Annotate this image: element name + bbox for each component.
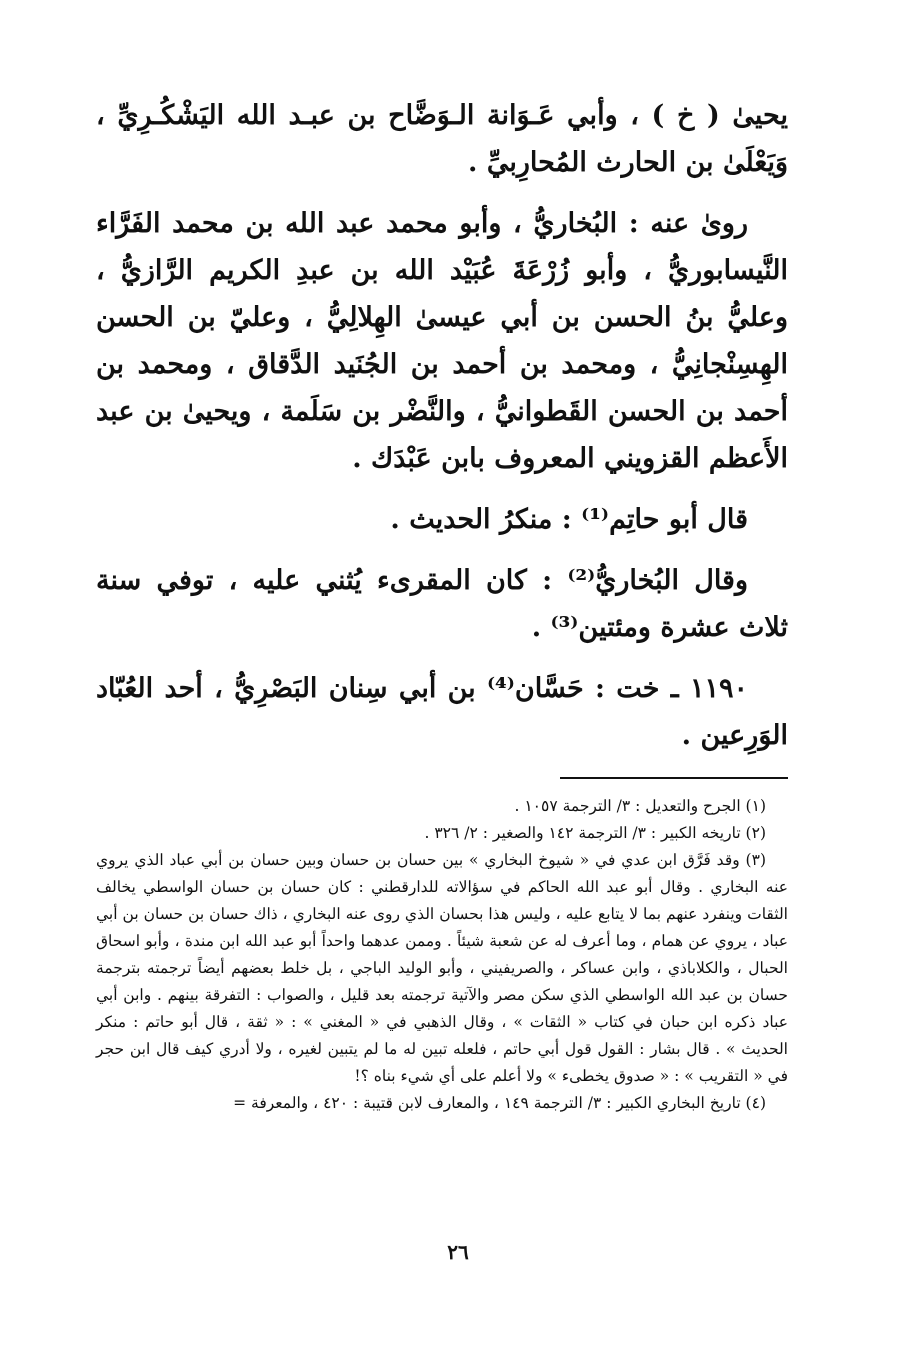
entry-1190: ١١٩٠ ـ خت : حَسَّان⁽⁴⁾ بن أبي سِنان البَصْرِيُّ ، أحد العُبّاد الوَرِعين .: [96, 673, 788, 751]
footnote-1: (١) الجرح والتعديل : ٣/ الترجمة ١٠٥٧ .: [514, 797, 766, 815]
paragraph-narrators: رویٰ عنه : البُخاريُّ ، وأبو محمد عبد الله بن محمد الفَرَّاء النَّيسابوريُّ ، وأبو زُرْعَةَ عُبَيْد الله بن عبدِ الكريم الرَّازيُّ ، وعليُّ بنُ الحسن بن أبي عيسىٰ الهِلالِيُّ ، وعليّ بن الحسن الهِسِنْجانِيُّ ، ومحمد بن أحمد بن الجُنَيد الدَّقاق ، ومحمد بن أحمد بن الحسن القَطوانيُّ ، والنَّضْر بن سَلَمة ، ويحيىٰ بن عبد الأَعظم القزويني المعروف بابن عَبْدَك .: [96, 208, 788, 474]
footnotes: [96, 793, 788, 1117]
paragraph-bukhari: وقال البُخاريُّ⁽²⁾ : كان المقرىء يُثني عليه ، توفي سنة ثلاث عشرة ومئتين⁽³⁾ .: [96, 565, 788, 643]
footnote-3: (٣) وقد فَرَّق ابن عدي في « شيوخ البخاري » بين حسان بن حسان وبين حسان بن أبي عباد الذي يروي عنه البخاري . وقال أبو عبد الله الحاكم في سؤالاته للدارقطني : كان حسان بن حسان الواسطي يخالف الثقات وينفرد عنهم بما لا يتابع عليه ، وليس هذا بحسان الذي روى عنه البخاري ، ذاك حسان بن حسان بن أبي عباد ، يروي عن همام ، وما أعرف له عن شعبة شيئاً . وممن عدهما واحداً أبو عبد الله ابن مندة ، وأبو اسحاق الحبال ، والكلاباذي ، وابن عساكر ، والصريفيني ، وأبو الوليد الباجي ، بل خلط بعضهم أيضاً ترجمته بترجمة حسان بن عبد الله الواسطي الذي سكن مصر والآتية ترجمته بعد قليل ، والصواب : التفرقة بينهم . وابن أبي عباد ذكره ابن حبان في كتاب « الثقات » ، وقال الذهبي في « المغني » : « ثقة ، قال أبو حاتم : منكر الحديث » . قال بشار : القول قول أبي حاتم ، فلعله تبين له ما لم يتبين لغيره ، ولا أدري كيف قال ابن حجر في « التقريب » : « صدوق يخطىء » ولا أعلم على أي شيء بناه ؟!: [96, 851, 788, 1085]
footnote-separator: [560, 777, 788, 779]
footnote-2: (٢) تاريخه الكبير : ٣/ الترجمة ١٤٢ والصغير : ٢/ ٣٢٦ .: [424, 824, 766, 842]
page-number: ٢٦: [447, 1240, 469, 1264]
footnote-4: (٤) تاريخ البخاري الكبير : ٣/ الترجمة ١٤٩ ، والمعارف لابن قتيبة : ٤٢٠ ، والمعرفة =: [233, 1094, 766, 1112]
paragraph-continuation: يحيىٰ ( خ ) ، وأبي عَـوَانة الـوَضَّاح بن عبـد الله اليَشْكُـرِيِّ ، وَيَعْلَىٰ بن الحارث المُحارِبيِّ .: [96, 100, 788, 178]
paragraph-abu-hatim: قال أبو حاتِم⁽¹⁾ : منكرُ الحديث .: [390, 504, 748, 535]
book-page: [96, 92, 788, 1348]
main-text: [96, 92, 788, 759]
